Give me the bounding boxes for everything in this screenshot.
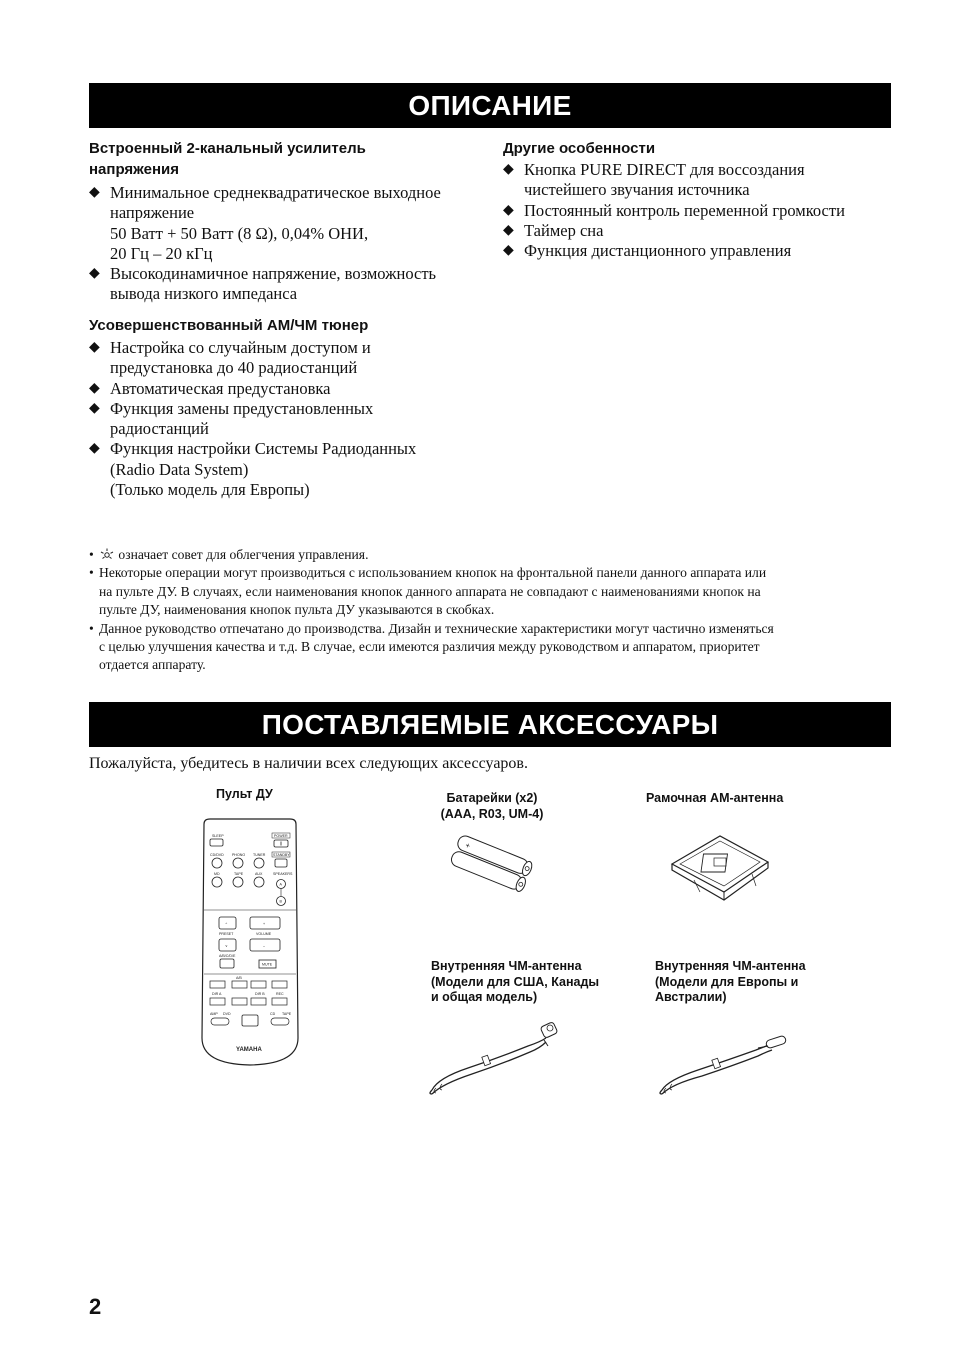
- yamaha-logo: YAMAHA: [236, 1047, 262, 1053]
- svg-text:+: +: [263, 922, 266, 926]
- fm-antenna-eu-caption: Внутренняя ЧМ-антенна (Модели для Европы и Австралии): [655, 959, 806, 1004]
- fm-antenna-us-caption: Внутренняя ЧМ-антенна (Модели для США, Канады и общая модель): [431, 959, 600, 1004]
- tape-mode-label: TAPE: [282, 1012, 292, 1016]
- amp-label: AMP: [210, 1012, 218, 1016]
- tuner-label: TUNER: [253, 853, 266, 857]
- section-title-accessories: ПОСТАВЛЯЕМЫЕ АКСЕССУАРЫ: [89, 702, 891, 747]
- tape-label: TAPE: [234, 872, 244, 876]
- dvd-label: DVD: [223, 1012, 231, 1016]
- amp-heading: Встроенный 2-канальный усилитель напряжения: [89, 140, 366, 178]
- am-antenna-caption: Рамочная AM-антенна: [646, 791, 784, 805]
- standby-label: STANDBY: [273, 853, 290, 857]
- dir-a-label: DIR A: [212, 992, 222, 996]
- list-item: ◆ Настройка со случайным доступом и предустановка до 40 радиостанций: [89, 338, 371, 378]
- list-item: ◆ Автоматическая предустановка: [89, 378, 331, 398]
- batteries-illustration: [446, 834, 540, 896]
- list-item: ◆ Минимальное среднеквадратическое выходное напряжение 50 Ватт + 50 Ватт (8 Ω), 0,04% ОНИ, 20 Гц – 20 кГц: [89, 183, 441, 263]
- preset-label: PRESET: [219, 932, 234, 936]
- cd-dvd-label: CD/DVD: [210, 853, 224, 857]
- diamond-bullet-icon: ◆: [89, 266, 100, 282]
- list-item: ◆ Таймер сна: [503, 220, 604, 240]
- diamond-bullet-icon: ◆: [89, 441, 100, 457]
- fm-antenna-eu-illustration: [658, 1026, 790, 1098]
- diamond-bullet-icon: ◆: [503, 243, 514, 259]
- accessories-intro: Пожалуйста, убедитесь в наличии всех следующих аксессуаров.: [89, 755, 528, 772]
- notes-list: [89, 546, 891, 675]
- list-item: ◆ Кнопка PURE DIRECT для воссоздания чистейшего звучания источника: [503, 160, 805, 200]
- fm-antenna-us-illustration: [428, 1018, 560, 1098]
- svg-text:MUTE: MUTE: [262, 962, 273, 967]
- am-loop-antenna-illustration: [664, 822, 776, 908]
- md-label: MD: [214, 872, 220, 876]
- preset-group-label: A/B/C/D/E: [219, 954, 236, 958]
- speakers-label: SPEAKERS: [273, 872, 293, 876]
- other-heading: Другие особенности: [503, 140, 656, 157]
- svg-text:B: B: [279, 899, 282, 904]
- diamond-bullet-icon: ◆: [89, 185, 100, 200]
- list-item: ◆ Высокодинамичное напряжение, возможность вывода низкого импеданса: [89, 264, 437, 304]
- remote-caption: Пульт ДУ: [216, 787, 273, 801]
- rec-label: REC: [276, 992, 284, 996]
- note-item: • означает совет для облегчения управления.: [89, 547, 369, 562]
- list-item: ◆ Постоянный контроль переменной громкости: [503, 200, 845, 220]
- power-label: POWER: [274, 834, 288, 838]
- svg-text:^: ^: [225, 922, 228, 926]
- tuner-heading: Усовершенствованный AM/ЧМ тюнер: [89, 317, 369, 334]
- diamond-bullet-icon: ◆: [89, 400, 100, 416]
- note-item: • Некоторые операции могут производиться с использованием кнопок на фронтальной панели данного аппарата или на пульте ДУ. В случаях, если наименования кнопок данного аппарата не совпадают с наименованиями кнопок на пульте ДУ, наименования кнопок пульта ДУ указываются в скобках.: [89, 565, 767, 618]
- aux-label: AUX: [255, 872, 263, 876]
- svg-text:–: –: [263, 944, 265, 948]
- amp-feature-list: [89, 183, 489, 305]
- volume-label: VOLUME: [256, 932, 272, 936]
- phono-label: PHONO: [232, 853, 246, 857]
- list-item: ◆ Функция настройки Системы Радиоданных (Radio Data System) (Только модель для Европы): [89, 439, 417, 500]
- tuner-feature-list: [89, 338, 489, 500]
- list-item: ◆ Функция дистанционного управления: [503, 241, 792, 261]
- svg-text:+: +: [463, 840, 472, 851]
- diamond-bullet-icon: ◆: [503, 202, 514, 218]
- tip-icon: [99, 547, 115, 559]
- note-item: • Данное руководство отпечатано до производства. Дизайн и технические характеристики могут частично изменяться с целью улучшения качества и т.д. В случае, если имеются различия между руководством и аппаратом, приоритет отдается аппарату.: [89, 620, 774, 673]
- batteries-caption: Батарейки (x2) (AAA, R03, UM-4): [440, 791, 544, 821]
- section-title-description: ОПИСАНИЕ: [89, 83, 891, 128]
- remote-control-illustration: [198, 818, 302, 1068]
- dir-b-label: DIR B: [255, 992, 265, 996]
- diamond-bullet-icon: ◆: [503, 222, 514, 238]
- sleep-label: SLEEP: [212, 834, 224, 838]
- svg-text:v: v: [225, 944, 228, 948]
- ab-label: A/B: [236, 976, 242, 980]
- other-feature-list: [503, 160, 893, 261]
- page-number: 2: [89, 1294, 102, 1319]
- diamond-bullet-icon: ◆: [89, 380, 100, 396]
- cd-label: CD: [270, 1012, 276, 1016]
- diamond-bullet-icon: ◆: [503, 162, 514, 177]
- diamond-bullet-icon: ◆: [89, 340, 100, 355]
- svg-text:A: A: [279, 882, 282, 887]
- list-item: ◆ Функция замены предустановленных радиостанций: [89, 398, 374, 439]
